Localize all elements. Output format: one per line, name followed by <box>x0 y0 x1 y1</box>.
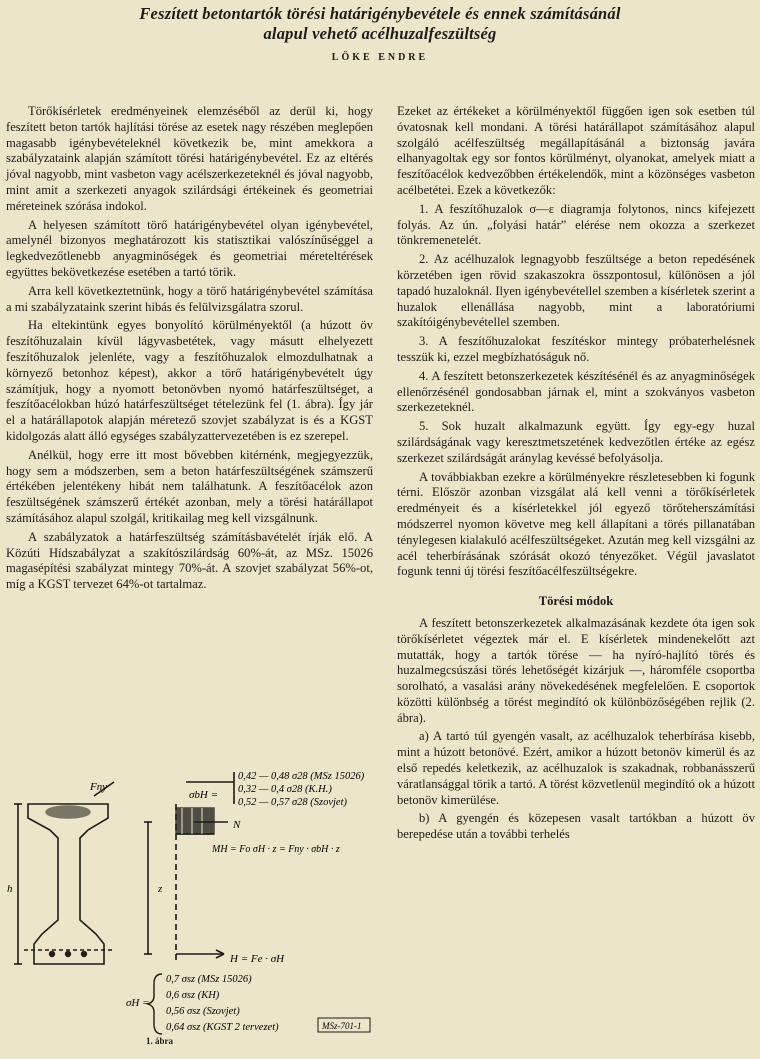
figure-1 <box>6 768 373 1054</box>
figure-caption: 1. ábra <box>146 1036 173 1046</box>
paragraph: Anélkül, hogy erre itt most bővebben kitérnénk, megjegyezzük, hogy sem a módszerben, sem a beton határfeszültségének számszerű értékében jelentékeny hibát nem találhatunk. A feszítőacélok azon feszültségének számszerű értékét azonban, mely a törési határállapot számításához alapul szolgál, kritikailag meg kell vizsgálnunk. <box>6 447 373 525</box>
paragraph: Törőkísérletek eredményeinek elemzéséből az derül ki, hogy feszített beton tartók hajlítási törése az esetek nagy részében meglepően magasabb igénybevételeknél következik be, mint amekkora a szabályzataink alapján számított törési határigénybevétel. Ez az eltérés jóval nagyobb, mint vasbeton vagy acélszerkezeteknél és jóval nagyobb, mint amit a szerkezeti anyagok szilárdsági értékeinek és geometriai méreteinek szórása indokol. <box>6 104 373 213</box>
list-item: 2. Az acélhuzalok legnagyobb feszültsége a beton repedésének körzetében igen rövid szakaszokra összpontosul, különösen a jól tapadó huzaloknál. Ilyen igénybevétellel szemben a kísérletek szerint a huzalok ellenállása nagyobb, mint a laboratóriumi szakítóigénybevétellel szemben. <box>397 252 755 330</box>
paragraph: A továbbiakban ezekre a körülményekre részletesebben ki fogunk térni. Először azonban vizsgálat alá kell venni a törőkísérletek eredményeit és a kísérletekkel jól egyező törőteherszámítási módszerrel nyomon követve meg kell állapítani a törés pillanatában ténylegesen kialakuló acélfeszültségeket. Azután meg kell vizsgálni az acél teherbírásának szórását okozó tényezőket. Végül javaslatot fogunk tenni új törési feszítőacélfeszültségekre. <box>397 469 755 579</box>
paragraph: a) A tartó túl gyengén vasalt, az acélhuzalok teherbírása kisebb, mint a húzott betonövé. Ezért, amikor a húzott betonöv kimerül és az első repedés keletkezik, az acélhuzalok is szakadnak, robbanásszerű váratlansággal törik a tartó. A törést közvetlenül megindító ok a húzott betonöv kimerülése. <box>397 729 755 807</box>
svg-text:0,56 σsz (Szovjet): 0,56 σsz (Szovjet) <box>166 1006 240 1017</box>
list-item: 5. Sok huzalt alkalmazunk együtt. Így egy-egy huzal szilárdságának vagy keresztmetszetének kedvezőtlen értéke az egész szerkezet szilárdságát aránylag kevéssé befolyásolja. <box>397 419 755 465</box>
brace <box>148 974 162 1034</box>
paragraph: A helyesen számított törő határigénybevétel olyan igénybevétel, amelynél bizonyos meghatározott kis statisztikai valószínűséggel a legkedvezőtlenebb anyagminőségek és geometriai méreteltérések együttes bekövetkezése esetében a tartó törik. <box>6 217 373 279</box>
stamp: MSz-701-1 <box>322 1021 362 1031</box>
list-item: 1. A feszítőhuzalok σ—ε diagramja folytonos, nincs kifejezett folyás. Az ún. „folyási határ” elérése nem okozza a szerkezet tönkremenetelét. <box>397 201 755 248</box>
title-line-2: alapul vehető acélhuzalfeszültség <box>263 24 497 43</box>
label-n: N <box>233 819 241 831</box>
svg-text:0,7 σsz (MSz 15026): 0,7 σsz (MSz 15026) <box>166 974 252 985</box>
article-title <box>0 4 760 44</box>
paragraph: b) A gyengén és közepesen vasalt tartókban a húzott öv berepedése után a további terhelés <box>397 811 755 842</box>
right-column <box>397 104 755 846</box>
label-h: h <box>7 883 13 895</box>
moment-equation: MH = Fo σH · z = Fny · σbH · z <box>212 844 340 855</box>
label-z: z <box>158 883 163 895</box>
svg-text:0,64 σsz (KGST 2 tervezet): 0,64 σsz (KGST 2 tervezet) <box>166 1022 279 1033</box>
label-sigma-bh: σbH = <box>189 789 219 801</box>
title-line-1: Feszített betontartók törési határigénybevétele és ennek számításánál <box>139 4 621 23</box>
label-sigma-h: σH = <box>126 997 150 1009</box>
sigma-h-values <box>166 974 279 1033</box>
paragraph: Ha eltekintünk egyes bonyolító körülményektől (a húzott öv feszítőhuzalain kívül lágyvasbetétek, vagy másutt elhelyezett feszítőhuzalok jelenléte, vagy a feszítőhuzalok elmozdulhatnak a környező betonhoz képest), akkor a törő határigénybevételt úgy számítjuk, hogy a nyomott betonövben nyomó határfeszültséget, a feszítőacélokban húzó határfeszültséget tételezünk fel (1. ábra). Így jár el a határállapotok alapján méretező szovjet szabályzat is és a KGST kidolgozás alatt álló egységes szabályzattervezetében is ez szerepel. <box>6 318 373 443</box>
paragraph: A szabályzatok a határfeszültség számításbavételét írják elő. A Közúti Hídszabályzat a szakítószilárdság 60%-át, az MSz. 15026 magasépítési szabályzat mintegy 70%-át. A szovjet szabályzat 56%-ot, míg a KGST tervezet 64%-ot tartalmaz. <box>6 529 373 592</box>
left-column <box>6 104 373 596</box>
svg-text:0,32 — 0,4 σ28 (K.H.): 0,32 — 0,4 σ28 (K.H.) <box>238 784 332 795</box>
paragraph: Ezeket az értékeket a körülményektől függően igen sok esetben túl óvatosnak kell mondani. A törési határállapot számításához alapul szolgáló acélfeszültség megállapításánál a biztonság javára elhanyagoltak egy sor fontos körülményt, olyanokat, amelyek miatt a feszítőacélok kedvezőbben értékelendők, mint a közönséges vasbeton acélbetétei. Ezek a következők: <box>397 104 755 197</box>
list-item: 3. A feszítőhuzalokat feszítéskor mintegy próbaterhelésnek tesszük ki, ezzel megbízhatóságuk nő. <box>397 334 755 364</box>
svg-text:0,42 — 0,48 σ28 (MSz 15026): 0,42 — 0,48 σ28 (MSz 15026) <box>238 771 365 782</box>
label-h-force: H = Fe · σH <box>230 953 285 965</box>
section-heading: Törési módok <box>538 594 614 609</box>
list-item: 4. A feszített betonszerkezetek készítésénél és az anyagminőségek ellenőrzésénél gondosabban járnak el, mint a szokványos vasbeton szerkezeteknél. <box>397 368 755 415</box>
paragraph: A feszített betonszerkezetek alkalmazásának kezdete óta igen sok törőkísérletet végeztek már el. E kísérletek mindenekelőtt azt mutatták, hogy a tartók törése — ha nyíró-hajlító törés és huzalmegcsúszási törés lehetőségét kizárjuk —, háromféle csoportba sorolható, a vasalási arány növekedésének megfelelően. E csoportok közötti különbség a törést megindító ok különbözőségében rejlik (2. ábra). <box>397 615 755 725</box>
author: LÖKE ENDRE <box>331 52 429 63</box>
beam-cross-section <box>14 782 114 964</box>
sigma-bh-values <box>238 771 365 808</box>
paragraph: Arra kell következtetnünk, hogy a törő határigénybevétel számítása a mi szabályzataink szerint hibás és felülvizsgálatra szorul. <box>6 283 373 314</box>
figure-diagram <box>6 768 373 1054</box>
svg-text:0,6 σsz (KH): 0,6 σsz (KH) <box>166 990 220 1001</box>
svg-text:0,52 — 0,57 σ28 (Szovjet): 0,52 — 0,57 σ28 (Szovjet) <box>238 797 347 808</box>
label-fny: Fny <box>90 781 108 793</box>
